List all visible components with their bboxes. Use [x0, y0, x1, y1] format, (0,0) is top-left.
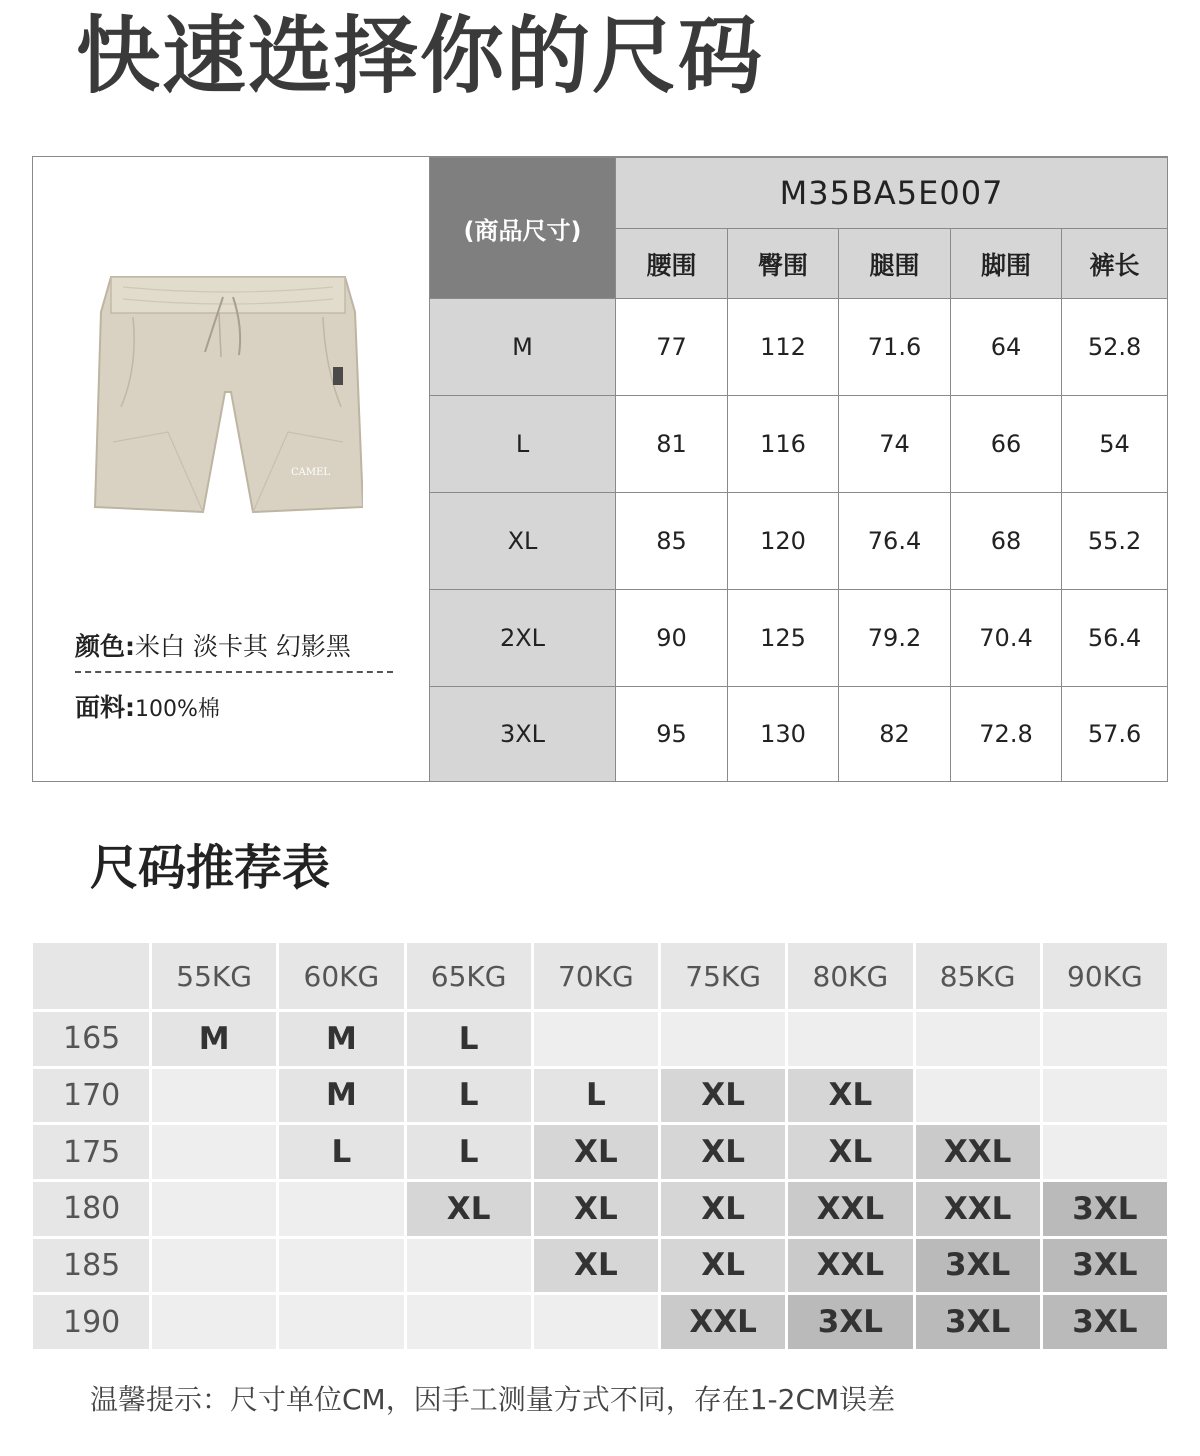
height-label: 185 [33, 1239, 149, 1293]
recommend-title: 尺码推荐表 [90, 840, 331, 896]
product-color [75, 627, 393, 673]
size-cell: L [407, 1069, 531, 1123]
measure-cell: 55.2 [1062, 493, 1168, 590]
size-cell: XL [534, 1239, 658, 1293]
column-header: 裤长 [1062, 229, 1168, 299]
size-cell: XL [661, 1182, 785, 1236]
size-table [429, 157, 1168, 782]
size-cell: 3XL [916, 1295, 1040, 1349]
size-cell: XL [407, 1182, 531, 1236]
size-cell: 3XL [916, 1239, 1040, 1293]
size-label: 2XL [430, 590, 616, 687]
table-row [430, 396, 1168, 493]
size-cell: M [152, 1012, 276, 1066]
size-cell [916, 1069, 1040, 1123]
size-label: 3XL [430, 687, 616, 782]
weight-header: 70KG [534, 943, 658, 1009]
size-cell [534, 1012, 658, 1066]
measure-cell: 81 [616, 396, 728, 493]
size-chart-block [32, 156, 1168, 782]
table-row [430, 590, 1168, 687]
size-cell [1043, 1012, 1167, 1066]
measure-cell: 68 [951, 493, 1062, 590]
size-cell: XXL [788, 1182, 912, 1236]
column-header: 腰围 [616, 229, 728, 299]
size-cell: XXL [661, 1295, 785, 1349]
size-cell: XL [534, 1125, 658, 1179]
measure-cell: 76.4 [839, 493, 951, 590]
size-recommend-table [30, 940, 1170, 1352]
measure-cell: 120 [728, 493, 839, 590]
weight-header: 55KG [152, 943, 276, 1009]
height-row [33, 1125, 1167, 1179]
size-cell: XL [661, 1239, 785, 1293]
height-label: 180 [33, 1182, 149, 1236]
size-table-corner: (商品尺寸) [430, 158, 616, 299]
weight-header: 65KG [407, 943, 531, 1009]
shorts-image [93, 257, 363, 527]
size-cell: 3XL [1043, 1239, 1167, 1293]
size-label: M [430, 299, 616, 396]
page-title: 快速选择你的尺码 [76, 7, 765, 105]
measure-cell: 116 [728, 396, 839, 493]
size-cell: 3XL [1043, 1295, 1167, 1349]
size-cell [1043, 1125, 1167, 1179]
measure-cell: 70.4 [951, 590, 1062, 687]
size-cell [534, 1295, 658, 1349]
size-cell: XL [788, 1125, 912, 1179]
size-cell [788, 1012, 912, 1066]
weight-header: 90KG [1043, 943, 1167, 1009]
measure-cell: 56.4 [1062, 590, 1168, 687]
weight-header: 75KG [661, 943, 785, 1009]
size-label: XL [430, 493, 616, 590]
height-row [33, 1012, 1167, 1066]
fabric-value: 100%棉 [135, 697, 220, 722]
size-cell: 3XL [788, 1295, 912, 1349]
size-cell: XL [788, 1069, 912, 1123]
height-label: 170 [33, 1069, 149, 1123]
measure-cell: 77 [616, 299, 728, 396]
column-header: 臀围 [728, 229, 839, 299]
color-value: 米白 淡卡其 幻影黑 [135, 632, 351, 661]
size-cell: XXL [916, 1125, 1040, 1179]
measure-cell: 52.8 [1062, 299, 1168, 396]
size-cell: XL [661, 1069, 785, 1123]
table-row [430, 493, 1168, 590]
size-cell [152, 1239, 276, 1293]
measure-cell: 112 [728, 299, 839, 396]
fabric-label: 面料: [75, 693, 135, 722]
weight-header: 60KG [279, 943, 403, 1009]
size-cell: M [279, 1069, 403, 1123]
measure-cell: 95 [616, 687, 728, 782]
column-header: 腿围 [839, 229, 951, 299]
size-cell [1043, 1069, 1167, 1123]
size-cell [661, 1012, 785, 1066]
weight-header-row [33, 943, 1167, 1009]
size-cell: XXL [916, 1182, 1040, 1236]
measure-cell: 79.2 [839, 590, 951, 687]
measure-cell: 82 [839, 687, 951, 782]
height-label: 190 [33, 1295, 149, 1349]
measure-cell: 72.8 [951, 687, 1062, 782]
color-label: 颜色: [75, 632, 135, 661]
weight-header: 80KG [788, 943, 912, 1009]
measure-cell: 125 [728, 590, 839, 687]
product-fabric [75, 691, 220, 727]
size-cell [407, 1239, 531, 1293]
size-cell [407, 1295, 531, 1349]
size-cell [279, 1182, 403, 1236]
size-cell: M [279, 1012, 403, 1066]
size-cell [279, 1239, 403, 1293]
size-cell [152, 1295, 276, 1349]
size-cell: L [534, 1069, 658, 1123]
table-row [430, 687, 1168, 782]
size-cell [152, 1125, 276, 1179]
size-cell [279, 1295, 403, 1349]
size-cell [916, 1012, 1040, 1066]
height-row [33, 1295, 1167, 1349]
svg-text:CAMEL: CAMEL [291, 467, 331, 478]
size-cell: L [279, 1125, 403, 1179]
measure-cell: 71.6 [839, 299, 951, 396]
height-row [33, 1182, 1167, 1236]
table-row [430, 299, 1168, 396]
height-row [33, 1239, 1167, 1293]
size-cell: XL [534, 1182, 658, 1236]
size-cell: L [407, 1125, 531, 1179]
column-header: 脚围 [951, 229, 1062, 299]
size-cell [152, 1182, 276, 1236]
footnote: 温馨提示：尺寸单位CM，因手工测量方式不同，存在1-2CM误差 [90, 1383, 896, 1416]
blank-corner [33, 943, 149, 1009]
measure-cell: 90 [616, 590, 728, 687]
size-cell [152, 1069, 276, 1123]
product-panel [33, 157, 429, 781]
weight-header: 85KG [916, 943, 1040, 1009]
height-row [33, 1069, 1167, 1123]
measure-cell: 64 [951, 299, 1062, 396]
size-cell: XL [661, 1125, 785, 1179]
measure-cell: 74 [839, 396, 951, 493]
size-cell: L [407, 1012, 531, 1066]
measure-cell: 57.6 [1062, 687, 1168, 782]
measure-cell: 85 [616, 493, 728, 590]
size-label: L [430, 396, 616, 493]
height-label: 175 [33, 1125, 149, 1179]
measure-cell: 130 [728, 687, 839, 782]
size-cell: 3XL [1043, 1182, 1167, 1236]
measure-cell: 54 [1062, 396, 1168, 493]
size-cell: XXL [788, 1239, 912, 1293]
height-label: 165 [33, 1012, 149, 1066]
measure-cell: 66 [951, 396, 1062, 493]
model-number: M35BA5E007 [616, 158, 1168, 229]
